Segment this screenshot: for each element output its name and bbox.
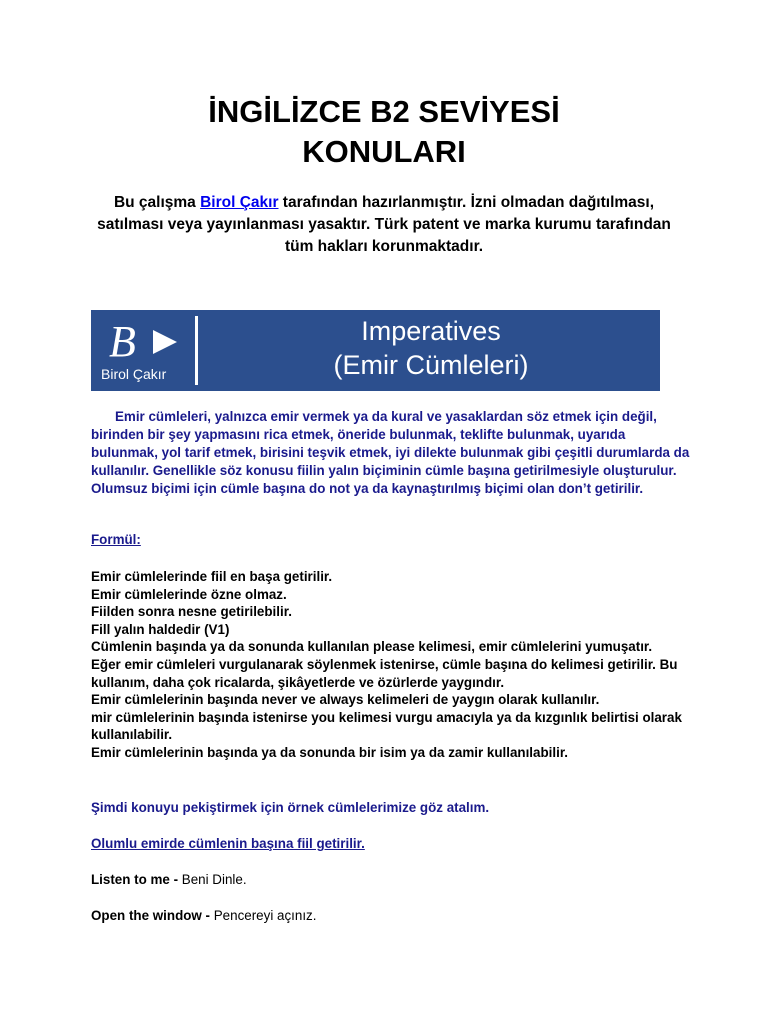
rule-item: Cümlenin başında ya da sonunda kullanılan please kelimesi, emir cümlelerini yumuşatır. [91,639,653,655]
example-english: Listen to me - [91,872,182,887]
positive-imperative-heading: Olumlu emirde cümlenin başına fiil getirilir. [91,836,365,851]
banner-divider [195,316,198,385]
intro-paragraph [91,408,691,498]
title-line-1: İNGİLİZCE B2 SEVİYESİ [208,94,560,129]
paragraph-text: Emir cümleleri, yalnızca emir vermek ya da kural ve yasaklardan söz etmek için değil, birinden bir şey yapmasını rica etmek, öneride bulunmak, teklifte bulunmak, uyarıda bulunmak, yol tarif etmek, birisini teşvik etmek, iyi dilekte bulunmak gibi çeşitli durumlarda da kullanılır. Genellikle söz konusu fiilin yalın biçiminin cümle başına getirilmesiyle oluşturulur. Olumsuz biçimi için cümle başına do not ya da kaynaştırılmış biçimi olan don’t getirilir. [91,409,690,496]
rule-item: Emir cümlelerinin başında never ve always kelimeleri de yaygın olarak kullanılır. [91,692,600,708]
author-link[interactable]: Birol Çakır [200,194,279,211]
title-line-2: KONULARI [302,134,466,169]
examples-intro: Şimdi konuyu pekiştirmek için örnek cümlelerimize göz atalım. [91,800,490,815]
document-title [0,92,768,172]
formula-heading: Formül: [91,532,141,547]
example-english: Open the window - [91,908,214,923]
rule-item: Eğer emir cümleleri vurgulanarak söylenmek istenirse, cümle başına do kelimesi getirilir. Bu kullanım, daha çok ricalarda, şikâyetlerde ve özürlerde yaygındır. [91,656,678,690]
rules-list [91,568,691,762]
rule-item: Emir cümlelerinde özne olmaz. [91,586,287,602]
copyright-notice [95,192,673,258]
banner-title-line-2: (Emir Cümleleri) [333,350,529,380]
banner-title [261,314,601,382]
rule-item: Fiilden sonra nesne getirilebilir. [91,604,292,620]
rule-item: Emir cümlelerinin başında ya da sonunda bir isim ya da zamir kullanılabilir. [91,744,569,760]
intro-text-end: tarafından hazırlanmıştır. İzni olmadan dağıtılması, satılması veya yayınlanması yasaktır. Türk patent ve marka kurumu tarafından tüm hakları korunmaktadır. [97,194,671,255]
rule-item: mir cümlelerinin başında istenirse you kelimesi vurgu amacıyla ya da kızgınlık belirtisi olarak kullanılabilir. [91,709,682,743]
banner-title-line-1: Imperatives [361,316,501,346]
example-turkish: Pencereyi açınız. [213,908,317,923]
example-sentence [91,872,247,887]
rule-item: Fill yalın haldedir (V1) [91,621,230,637]
logo-letter: B [109,317,136,366]
topic-banner [91,310,660,391]
rule-item: Emir cümlelerinde fiil en başa getirilir. [91,569,333,584]
example-sentence [91,908,316,923]
example-turkish: Beni Dinle. [181,872,247,887]
play-icon [153,330,177,354]
intro-text-start: Bu çalışma [113,194,201,211]
logo-name: Birol Çakır [101,366,167,382]
